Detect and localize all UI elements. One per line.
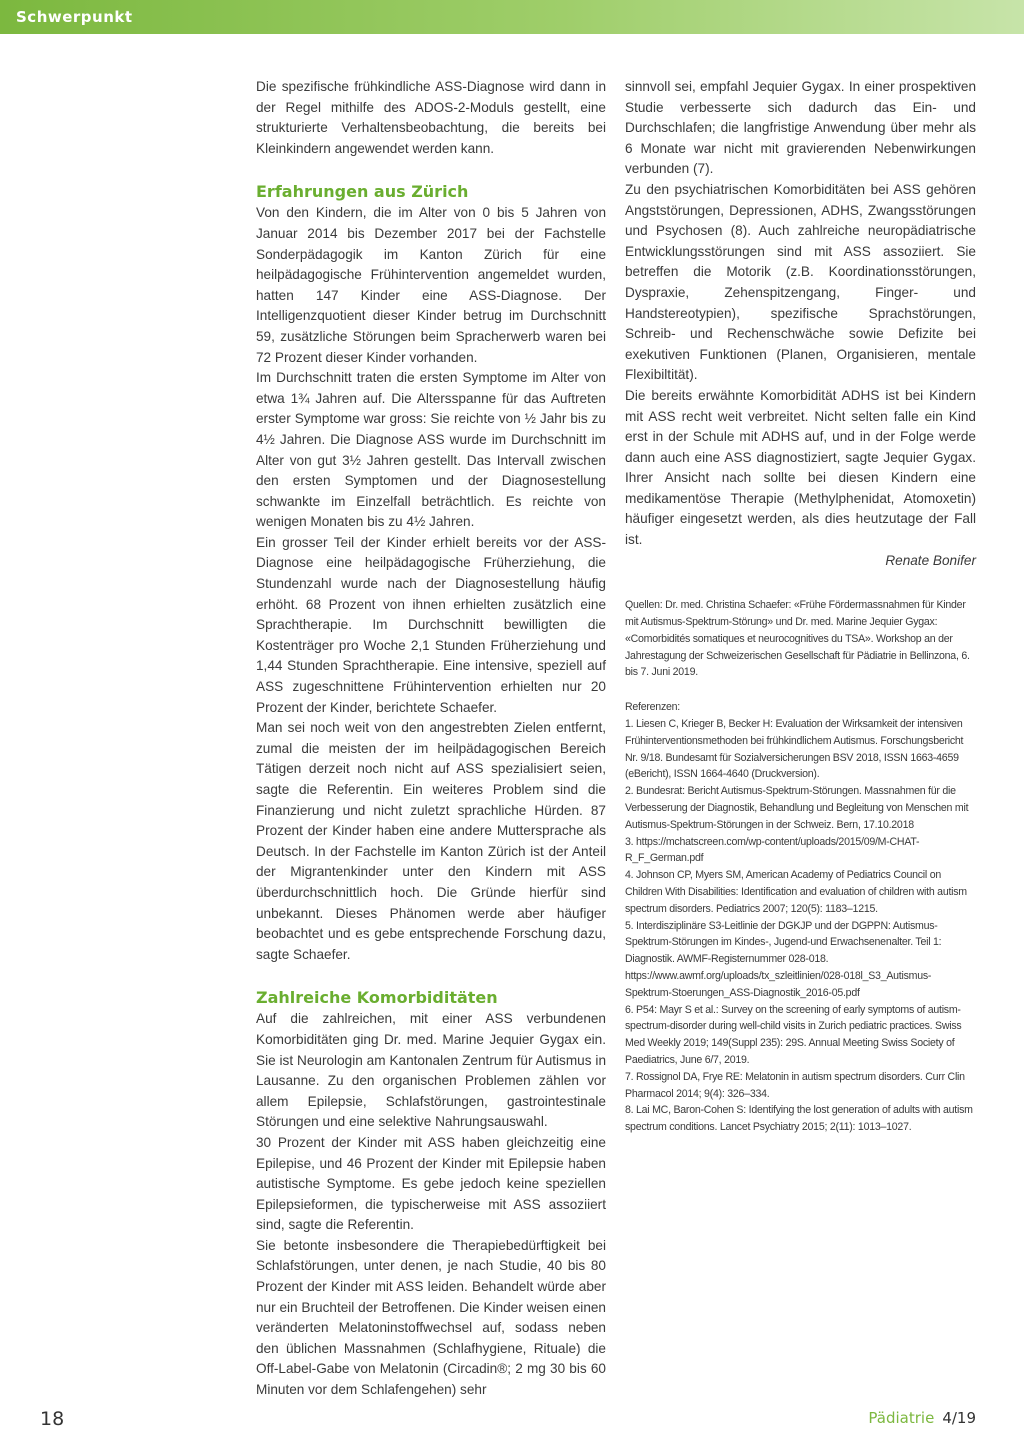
reference-item: 1. Liesen C, Krieger B, Becker H: Evaluation der Wirksamkeit der intensiven Frühinterventionsmethoden bei frühkindlichem Autismus. Forschungsbericht Nr. 9/18. Bundesamt für Sozialversicherungen BSV 2018, ISSN 1663-4659 (eBericht), ISSN 1664-4640 (Druckversion). (625, 718, 964, 781)
page-number: 18 (40, 1408, 65, 1430)
paragraph: Zu den psychiatrischen Komorbiditäten bei ASS gehören Angststörungen, Depressionen, ADHS, Zwangsstörungen und Psychosen (8). Auch zahlreiche neuropädiatrische Entwicklungsstörungen sind mit ASS assoziiert. Sie betreffen die Motorik (z.B. Koordinationsstörungen, Dyspraxie, Zehenspitzengang, Finger- und Handstereotypien), spezifische Sprachstörungen, Schreib- und Rechenschwäche sowie Defizite bei exekutiven Funktionen (Planen, Organisieren, mentale Flexibiltität). (625, 181, 976, 383)
section-label: Schwerpunkt (16, 8, 133, 26)
reference-item: 8. Lai MC, Baron-Cohen S: Identifying the lost generation of adults with autism spectrum conditions. Lancet Psychiatry 2015; 2(11): 1013–1027. (625, 1104, 973, 1134)
paragraph: Sie betonte insbesondere die Therapiebedürftigkeit bei Schlafstörungen, unter denen, je nach Studie, 40 bis 80 Prozent der Kinder mit ASS leiden. Behandelt würde aber nur ein Bruchteil der Betroffenen. Die Kinder weisen einen veränderten Melatoninstoffwechsel auf, sodass neben den üblichen Massnahmen (Schlafhygiene, Rituale) die Off-Label-Gabe von Melatonin (Circadin®; 2 mg 30 bis 60 Minuten vor dem Schlafengehen) sehr (256, 1237, 606, 1398)
paragraph: Auf die zahlreichen, mit einer ASS verbundenen Komorbiditäten ging Dr. med. Marine Jequier Gygax ein. Sie ist Neurologin am Kantonalen Zentrum für Autismus in Lausanne. Zu den organischen Problemen zählen vor allem Epilepsie, Schlafstörungen, gastrointestinale Störungen und eine selektive Nahrungsauswahl. (256, 1011, 606, 1130)
reference-item: 2. Bundesrat: Bericht Autismus-Spektrum-Störungen. Massnahmen für die Verbesserung der Diagnostik, Behandlung und Begleitung von Menschen mit Autismus-Spektrum-Störungen in der Schweiz. Bern, 17.10.2018 (625, 785, 969, 831)
section-header-bar (0, 0, 1024, 34)
right-column (625, 77, 976, 1136)
paragraph: Von den Kindern, die im Alter von 0 bis 5 Jahren von Januar 2014 bis Dezember 2017 bei der Fachstelle Sonderpädagogik im Kanton Zürich für eine heilpädagogische Frühintervention angemeldet wurden, hatten 147 Kinder eine ASS-Diagnose. Der Intelligenzquotient dieser Kinder betrug im Durchschnitt 59, zusätzliche Störungen beim Spracherwerb waren bei 72 Prozent dieser Kinder vorhanden. (256, 205, 606, 365)
references-heading: Referenzen: (625, 701, 680, 714)
reference-item: 5. Interdisziplinäre S3-Leitlinie der DGKJP und der DGPPN: Autismus-Spektrum-Störungen im Kindes-, Jugend-und Erwachsenenalter. Teil 1: Diagnostik. AWMF-Registernummer 028-018. https://www.awmf.org/uploads/tx_szleitlinien/028-018l_S3_Autismus-Spektrum-Stoerungen_ASS-Diagnostik_2016-05.pdf (625, 919, 942, 999)
references-block (625, 597, 976, 1136)
paragraph: Man sei noch weit von den angestrebten Zielen entfernt, zumal die meisten der im heilpädagogischen Bereich Tätigen derzeit noch nicht auf ASS spezialisiert seien, sagte die Referentin. Ein weiteres Problem sind die Finanzierung und nicht zuletzt sprachliche Hürden. 87 Prozent der Kinder haben eine andere Muttersprache als Deutsch. In der Fachstelle im Kanton Zürich ist der Anteil der Migrantenkinder unter den Kindern mit ASS überdurchschnittlich hoch. Die Gründe hierfür sind unbekannt. Dieses Phänomen werde aber häufiger beobachtet und es gebe entsprechende Forschung dazu, sagte Schaefer. (256, 720, 606, 962)
paragraph: 30 Prozent der Kinder mit ASS haben gleichzeitig eine Epilepise, und 46 Prozent der Kinder mit Epilepsie haben autistische Symptome. Es gebe jedoch keine speziellen Epilepsieformen, die typischerweise mit ASS assoziiert sind, sagte die Referentin. (256, 1134, 606, 1233)
magazine-name: Pädiatrie (868, 1409, 935, 1427)
sources-note (625, 597, 976, 681)
paragraph: Im Durchschnitt traten die ersten Symptome im Alter von etwa 1¾ Jahren auf. Die Altersspanne für das Auftreten erster Symptome war gross: Sie reichte von ½ Jahr bis zu 4½ Jahren. Die Diagnose ASS wurde im Durchschnitt im Alter von gut 3½ Jahren gestellt. Das Intervall zwischen den ersten Symptomen und der Diagnosestellung schwankte im Einzelfall beträchtlich. Es reichte von wenigen Monaten bis zu 4½ Jahren. (256, 370, 606, 530)
issue-number: 4/19 (942, 1409, 976, 1427)
sources-label: Quellen: (625, 599, 663, 612)
paragraph: Die bereits erwähnte Komorbidität ADHS ist bei Kindern mit ASS recht weit verbreitet. Nicht selten falle ein Kind erst in der Schule mit ADHS auf, und in der Folge werde dann auch eine ASS diagnostiziert, sagte Jequier Gygax. Ihrer Ansicht nach sollte bei diesen Kindern eine medikamentöse Therapie (Methylphenidat, Atomoxetin) häufiger eingesetzt werden, als dies heutzutage der Fall ist. (625, 387, 976, 548)
reference-item: 7. Rossignol DA, Frye RE: Melatonin in autism spectrum disorders. Curr Clin Pharmacol 2014; 9(4): 326–334. (625, 1070, 965, 1100)
intro-paragraph: Die spezifische frühkindliche ASS-Diagnose wird dann in der Regel mithilfe des ADOS-2-Moduls gestellt, eine strukturierte Verhaltensbeobachtung, die bereits bei Kleinkindern angewendet werden kann. (256, 79, 606, 156)
heading-zurich: Erfahrungen aus Zürich (256, 182, 469, 202)
paragraph: Ein grosser Teil der Kinder erhielt bereits vor der ASS-Diagnose eine heilpädagogische Früherziehung, die Stundenzahl wurde nach der Diagnosestellung häufig erhöht. 68 Prozent von ihnen erhielten zusätzlich eine Sprachtherapie. Im Durchschnitt bewilligten die Kostenträger pro Woche 2,1 Stunden Früherziehung und 1,44 Stunden Sprachtherapie. Eine intensive, speziell auf ASS zugeschnittene Frühintervention erhielten nur 20 Prozent der Kinder, berichtete Schaefer. (256, 534, 606, 715)
footer-publication (868, 1409, 976, 1427)
author-name: Renate Bonifer (885, 552, 976, 568)
reference-item: 6. P54: Mayr S et al.: Survey on the screening of early symptoms of autism-spectrum-disorder during well-child visits in Zurich pediatric practices. Swiss Med Weekly 2019; 149(Suppl 235): 29S. Annual Meeting Swiss Society of Paediatrics, June 6/7, 2019. (625, 1003, 962, 1066)
sources-text: Dr. med. Christina Schaefer: «Frühe Fördermassnahmen für Kinder mit Autismus-Spektrum-Störung» und Dr. med. Marine Jequier Gygax: «Comorbidités somatiques et neurocognitives du TSA». Workshop an der Jahrestagung der Schweizerischen Gesellschaft für Pädiatrie in Bellinzona, 6. bis 7. Juni 2019. (625, 599, 970, 679)
reference-item: 4. Johnson CP, Myers SM, American Academy of Pediatrics Council on Children With Disabilities: Identification and evaluation of children with autism spectrum disorders. Pediatrics 2007; 120(5): 1183–1215. (625, 869, 967, 915)
left-column (256, 77, 606, 1401)
reference-item: 3. https://mchatscreen.com/wp-content/uploads/2015/09/M-CHAT-R_F_German.pdf (625, 835, 920, 865)
heading-komorbiditaeten: Zahlreiche Komorbiditäten (256, 988, 498, 1008)
paragraph: sinnvoll sei, empfahl Jequier Gygax. In einer prospektiven Studie verbesserte sich dadurch das Ein- und Durchschlafen; die langfristige Anwendung über mehr als 6 Monate war nicht mit gravierenden Nebenwirkungen verbunden (7). (625, 79, 976, 177)
